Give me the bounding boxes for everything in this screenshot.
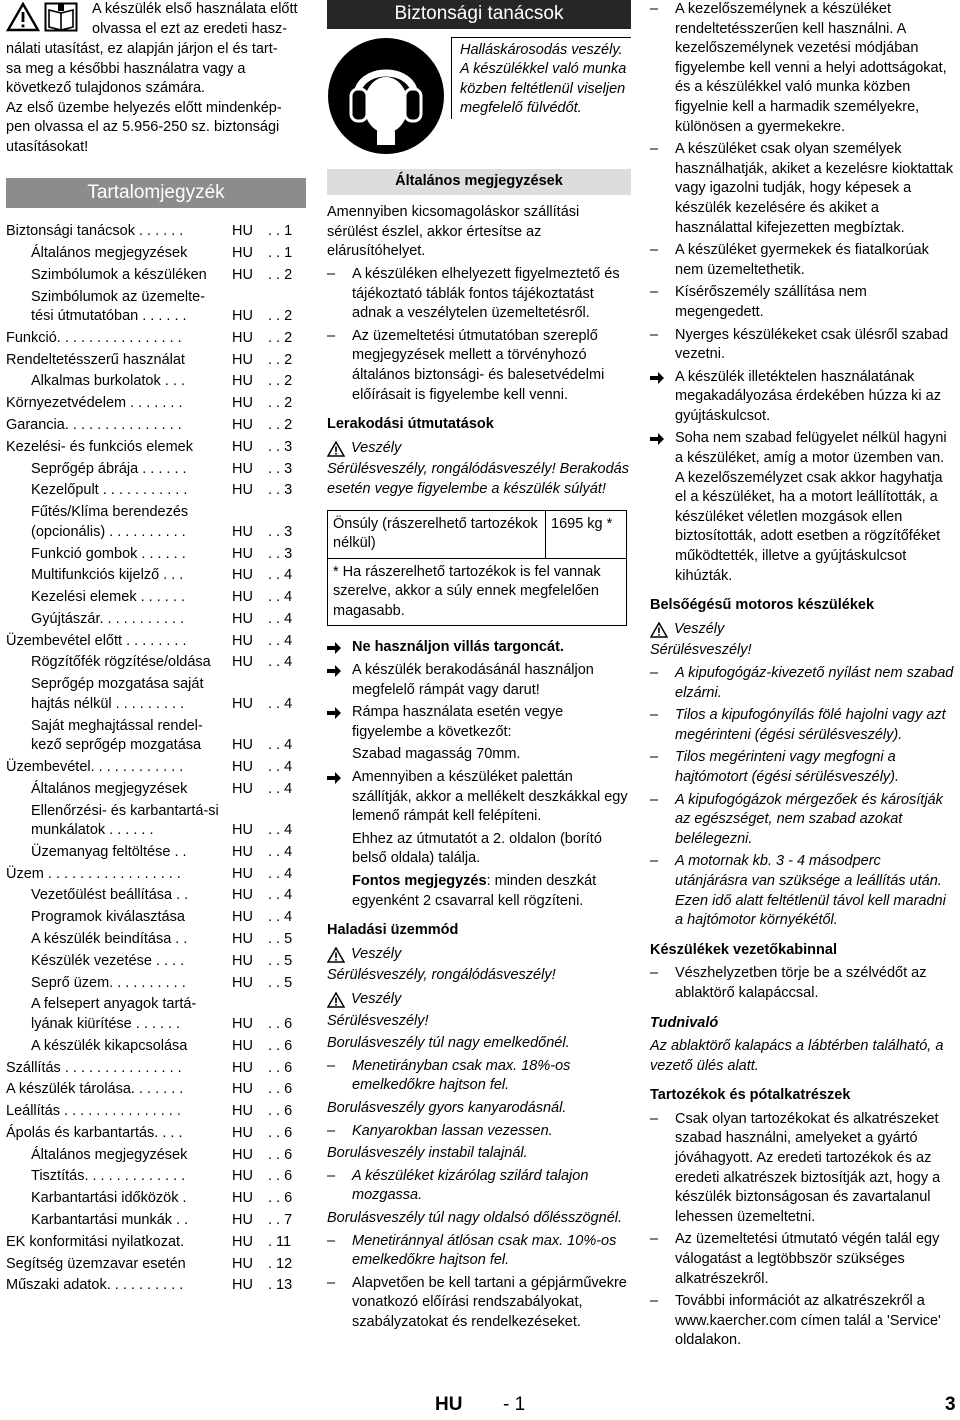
- toc-page: . . 6: [268, 1059, 293, 1076]
- toc-page: . . 1: [268, 244, 293, 261]
- toc-row: [6, 1080, 306, 1100]
- weight-table: [327, 510, 627, 627]
- danger-text: Veszély: [674, 620, 725, 637]
- toc-title: Kezelési- és funkciós elemek: [6, 438, 193, 455]
- warning-triangle-icon: [6, 2, 40, 32]
- toc-lang: HU: [232, 1190, 253, 1207]
- arrow-text: Amennyiben a készüléket palettán szállítják, akkor a mellékelt deszkákkal egy lemenő rámpát kell felépíteni.: [352, 769, 628, 825]
- intro-text-top: [92, 0, 306, 39]
- toc-title: Funkció gombok . . . . . .: [31, 545, 186, 562]
- toc-title: Kezelőpult . . . . . . . . . . .: [31, 482, 188, 499]
- toc-page: . 13: [268, 1277, 293, 1294]
- toc-row: [6, 1167, 306, 1187]
- toc-title: Rendeltetésszerű használat: [6, 351, 185, 368]
- danger-label: [327, 945, 631, 965]
- toc-title: Programok kiválasztása: [31, 909, 185, 926]
- toc-page: . . 4: [268, 695, 293, 712]
- toc-row: [6, 843, 306, 863]
- toc-title: Szállítás . . . . . . . . . . . . . . .: [6, 1059, 182, 1076]
- dash-item: – A készüléket csak olyan személyek használhatják, akiket a kezelésre kioktattak vagy igazolni tudják, hogy képesek a készülék kezelésére és akiket a használattal kifejezetten megbíztak.: [650, 140, 954, 238]
- toc-lang: HU: [232, 1059, 253, 1076]
- toc-lang: HU: [232, 567, 253, 584]
- warning-text: Sérülésveszély, rongálódásveszély!: [327, 967, 556, 984]
- accessories-heading: Tartozékok és pótalkatrészek: [650, 1087, 851, 1104]
- dash-item: – A készüléket gyermekek és fiatalkorúak nem üzemeltethetik.: [650, 241, 954, 280]
- toc-lang: HU: [232, 822, 253, 839]
- toc-page: . . 3: [268, 460, 293, 477]
- toc-title: Kezelési elemek . . . . . .: [31, 589, 185, 606]
- toc-row: [6, 1255, 306, 1275]
- toc-row: [6, 1059, 306, 1079]
- dash-item: – A kipufogógázok mérgezőek és károsítják az egészséget, nem szabad azokat belélegezni.: [650, 791, 954, 850]
- toc-title: Szimbólumok a készüléken: [31, 266, 207, 283]
- safety-header: Biztonsági tanácsok: [327, 0, 631, 29]
- danger-triangle-icon: [327, 441, 345, 457]
- weight-value: 1695 kg *: [546, 510, 627, 558]
- toc-row: [6, 930, 306, 950]
- arrow-right-icon: [650, 433, 664, 445]
- toc-lang: HU: [232, 654, 253, 671]
- toc-page: . . 4: [268, 887, 293, 904]
- toc-title: Alkalmas burkolatok . . .: [31, 373, 185, 390]
- intro-section: [6, 0, 306, 40]
- danger-text: Veszély: [351, 945, 402, 962]
- toc-lang: HU: [232, 1233, 253, 1250]
- toc-page: . . 2: [268, 266, 293, 283]
- toc-title: Biztonsági tanácsok . . . . . .: [6, 223, 184, 240]
- toc-lang: HU: [232, 1168, 253, 1185]
- toc-lang: HU: [232, 1146, 253, 1163]
- column-2: [327, 0, 631, 1335]
- warning-text: Sérülésveszély!: [327, 1012, 429, 1029]
- note-text: Az ablaktörő kalapács a lábtérben található, a vezető ülés alatt.: [650, 1038, 944, 1074]
- toc-title: Tisztítás. . . . . . . . . . . . .: [31, 1168, 186, 1185]
- toc-lang: HU: [232, 632, 253, 649]
- toc-title: Multifunkciós kijelző . . .: [31, 567, 184, 584]
- toc-row: [6, 632, 306, 652]
- toc-page: . . 4: [268, 654, 293, 671]
- toc-title: Üzembevétel előtt . . . . . . . .: [6, 632, 187, 649]
- toc-title: EK konformitási nyilatkozat.: [6, 1233, 185, 1250]
- toc-title: Ápolás és karbantartás. . . .: [6, 1124, 183, 1141]
- toc-lang: HU: [232, 329, 253, 346]
- toc-page: . . 4: [268, 909, 293, 926]
- intro-icons: [6, 2, 78, 32]
- toc-title: Műszaki adatok. . . . . . . . . .: [6, 1277, 184, 1294]
- toc-row: [6, 416, 306, 436]
- toc-row: [6, 995, 306, 1034]
- intro-text-rest: [6, 40, 306, 158]
- toc-header: Tartalomjegyzék: [6, 178, 306, 209]
- weight-label: Önsúly (rászerelhető tartozékok nélkül): [328, 510, 546, 558]
- toc-title: Üzem . . . . . . . . . . . . . . . . .: [6, 865, 181, 882]
- toc-row: [6, 481, 306, 501]
- toc-lang: HU: [232, 460, 253, 477]
- arrow-right-icon: [327, 665, 341, 677]
- footer-page-number: 3: [945, 1394, 956, 1415]
- toc-title: A készülék beindítása . .: [31, 931, 188, 947]
- toc-row: [6, 566, 306, 586]
- toc-page: . . 6: [268, 1190, 293, 1207]
- arrow-right-icon: [327, 772, 341, 784]
- arrow-item: [327, 661, 631, 700]
- toc-lang: HU: [232, 244, 253, 261]
- toc-lang: HU: [232, 417, 253, 433]
- hearing-warning-text: Halláskárosodás veszély. A készülékkel való munka közben feltétlenül viseljen megfelelő fülvédőt.: [451, 37, 631, 119]
- arrow-item: [650, 429, 954, 586]
- toc-row: [6, 610, 306, 630]
- toc-row: [6, 288, 306, 327]
- intro-line: Az első üzembe helyezés előtt mindenkép-: [6, 99, 282, 116]
- toc-lang: HU: [232, 266, 253, 283]
- danger-triangle-icon: [327, 992, 345, 1008]
- unloading-heading: Lerakodási útmutatások: [327, 416, 494, 433]
- toc-title: A készülék tárolása. . . . . . .: [6, 1081, 184, 1098]
- toc-title: Funkció. . . . . . . . . . . . . . . .: [6, 329, 182, 346]
- toc-lang: HU: [232, 695, 253, 712]
- dash-item: – Csak olyan tartozékokat és alkatrészeket szabad használni, amelyeket a gyártó jóváhagyott. Az eredeti tartozékok és az eredeti alkatrészek biztosítják azt, hogy a készülék biztonságosan és zavartalanul lehessen üzemeltetni.: [650, 1110, 954, 1228]
- toc-lang: HU: [232, 1015, 253, 1032]
- toc-page: . . 6: [268, 1037, 293, 1054]
- toc-page: . . 4: [268, 737, 293, 754]
- dash-item: – A motornak kb. 3 - 4 másodperc utánjárásra van szüksége a leállítás után. Ezen idő alatt feltétlenül távol kell maradni a hajtómotor környékétől.: [650, 852, 954, 930]
- toc-row: [6, 460, 306, 480]
- toc-page: . . 2: [268, 351, 293, 368]
- toc-row: [6, 886, 306, 906]
- arrow-right-icon: [327, 707, 341, 719]
- arrow-right-icon: [327, 642, 341, 654]
- toc-page: . . 3: [268, 482, 293, 499]
- toc-lang: HU: [232, 780, 253, 797]
- intro-line: sa meg a későbbi használatra vagy a: [6, 60, 246, 77]
- toc-page: . . 3: [268, 438, 293, 455]
- arrow-subtext: Ehhez az útmutatót a 2. oldalon (borító belső oldala) találja.: [352, 830, 602, 867]
- danger-text: Veszély: [351, 990, 402, 1007]
- warning-text: Borulásveszély instabil talajnál.: [327, 1145, 528, 1162]
- toc-row: [6, 266, 306, 286]
- toc-lang: HU: [232, 758, 253, 775]
- toc-lang: HU: [232, 482, 253, 499]
- danger-triangle-icon: [650, 622, 668, 638]
- toc-page: . . 4: [268, 758, 293, 775]
- toc-title: A készülék kikapcsolása: [31, 1037, 188, 1054]
- toc-title: Ellenőrzési- és karbantartá-si munkálatok . . . . . .: [31, 802, 219, 839]
- toc-title: Karbantartási munkák . .: [31, 1211, 189, 1228]
- toc-page: . . 4: [268, 865, 293, 882]
- danger-label: [650, 620, 954, 640]
- page-footer: [0, 1395, 960, 1419]
- toc-title: Szimbólumok az üzemelte-tési útmutatóban . . . . . .: [31, 288, 206, 325]
- toc-row: [6, 1124, 306, 1144]
- general-notes-header: Általános megjegyzések: [327, 169, 631, 196]
- toc-lang: HU: [232, 1277, 253, 1294]
- intro-line: utasításokat!: [6, 138, 89, 155]
- column-1: [6, 0, 306, 1298]
- toc-row: [6, 908, 306, 928]
- toc-page: . . 5: [268, 952, 293, 969]
- toc-row: [6, 351, 306, 371]
- toc-lang: HU: [232, 351, 253, 368]
- toc-row: [6, 1233, 306, 1253]
- toc-lang: HU: [232, 1037, 253, 1054]
- toc-page: . . 6: [268, 1015, 293, 1032]
- toc-page: . . 6: [268, 1146, 293, 1163]
- dash-item: – Az üzemeltetési útmutató végén talál egy válogatást a legtöbbször szükséges alkatrészekről.: [650, 1230, 954, 1289]
- toc-lang: HU: [232, 974, 253, 991]
- toc-page: . . 7: [268, 1211, 293, 1228]
- cab-heading: Készülékek vezetőkabinnal: [650, 941, 837, 958]
- arrow-item: [327, 768, 631, 827]
- toc-row: [6, 758, 306, 778]
- toc-title: Seprő üzem. . . . . . . . . .: [31, 974, 186, 991]
- toc-page: . 11: [268, 1233, 292, 1250]
- arrow-right-icon: [650, 372, 664, 384]
- toc-lang: HU: [232, 1124, 253, 1141]
- arrow-text: A készülék berakodásánál használjon megfelelő rámpát vagy darut!: [352, 662, 594, 698]
- toc-title: Saját meghajtással rendel-kező seprőgép mozgatása: [31, 717, 203, 754]
- intro-line: olvassa el ezt az eredeti hasz-: [92, 20, 288, 37]
- toc-page: . . 3: [268, 545, 293, 562]
- toc-lang: HU: [232, 1211, 253, 1228]
- column-3: [650, 0, 954, 1354]
- toc-title: Üzemanyag feltöltése . .: [31, 843, 187, 860]
- toc-page: . . 4: [268, 610, 293, 627]
- toc-row: [6, 222, 306, 242]
- dash-item: – A készüléket kizárólag szilárd talajon mozgassa.: [327, 1167, 631, 1206]
- toc-page: . . 6: [268, 1081, 293, 1098]
- toc-row: [6, 1102, 306, 1122]
- toc-page: . 12: [268, 1255, 293, 1272]
- toc-row: [6, 717, 306, 756]
- travel-heading: Haladási üzemmód: [327, 922, 459, 939]
- toc-page: . . 2: [268, 373, 293, 390]
- intro-line: nálati utasítást, ez alapján járjon el és tart-: [6, 41, 278, 57]
- dash-item: – További információt az alkatrészekről a www.kaercher.com címen talál a 'Service' oldalakon.: [650, 1292, 954, 1351]
- toc-title: Rögzítőfék rögzítése/oldása: [31, 654, 211, 671]
- toc-lang: HU: [232, 395, 253, 412]
- dash-item: – Tilos megérinteni vagy megfogni a hajtómotort (égési sérülésveszély).: [650, 748, 954, 787]
- toc-title: Fűtés/Klíma berendezés (opcionális) . . . . . . . . . .: [31, 504, 189, 540]
- toc-page: . . 2: [268, 417, 293, 433]
- toc-lang: HU: [232, 610, 253, 627]
- toc-page: . . 4: [268, 589, 293, 606]
- toc-page: . . 6: [268, 1168, 293, 1185]
- toc-title: Segítség üzemzavar esetén: [6, 1255, 186, 1272]
- toc-page: . . 4: [268, 822, 293, 839]
- arrow-text: Ne használjon villás targoncát.: [352, 639, 564, 656]
- arrow-text: Rámpa használata esetén vegye figyelembe a következőt:: [352, 704, 564, 740]
- toc-row: [6, 438, 306, 458]
- toc-lang: HU: [232, 1103, 253, 1120]
- weight-note: * Ha rászerelhető tartozékok is fel vannak szerelve, akkor a súly ennek megfelelően magasabb.: [328, 558, 627, 626]
- danger-text: Veszély: [351, 439, 402, 456]
- dash-item: – Nyerges készülékeket csak ülésről szabad vezetni.: [650, 326, 954, 365]
- warning-text: Sérülésveszély, rongálódásveszély! Berakodás esetén vegye figyelembe a készülék súlyát!: [327, 461, 629, 497]
- dash-item: – Kísérőszemély szállítása nem megengedett.: [650, 283, 954, 322]
- toc-page: . . 4: [268, 567, 293, 584]
- toc-lang: HU: [232, 909, 253, 926]
- toc-lang: HU: [232, 523, 253, 540]
- footer-lang: HU: [435, 1394, 463, 1415]
- toc-row: [6, 865, 306, 885]
- toc-lang: HU: [232, 373, 253, 390]
- engine-heading: Belsőégésű motoros készülékek: [650, 597, 875, 614]
- toc-row: [6, 1189, 306, 1209]
- toc-lang: HU: [232, 438, 253, 455]
- toc-page: . . 3: [268, 523, 293, 540]
- arrow-subtext: Szabad magasság 70mm.: [352, 746, 521, 763]
- toc-title: A felsepert anyagok tartá-lyának kiürítése . . . . . .: [31, 996, 197, 1032]
- danger-triangle-icon: [327, 947, 345, 963]
- toc-title: Üzembevétel. . . . . . . . . . . .: [6, 758, 184, 775]
- toc-row: [6, 244, 306, 264]
- arrow-subtext: [327, 872, 631, 911]
- toc-lang: HU: [232, 1255, 253, 1272]
- arrow-item: [650, 368, 954, 427]
- toc-lang: HU: [232, 843, 253, 860]
- toc-row: [6, 974, 306, 994]
- toc-lang: HU: [232, 737, 253, 754]
- toc-lang: HU: [232, 1081, 253, 1098]
- dash-item: – Alapvetően be kell tartani a gépjárművekre vonatkozó előírási rendszabályokat, szabályzatokat és rendelkezéseket.: [327, 1274, 631, 1333]
- arrow-text: A készülék illetéktelen használatának megakadályozása érdekében húzza ki az gyújtáskulcsot.: [675, 368, 941, 424]
- toc-row: [6, 545, 306, 565]
- toc-title: Seprőgép mozgatása saját hajtás nélkül . . . . . . . . .: [31, 676, 204, 712]
- toc-title: Általános megjegyzések: [31, 244, 188, 261]
- toc-title: Garancia. . . . . . . . . . . . . . .: [6, 417, 182, 433]
- toc-lang: HU: [232, 545, 253, 562]
- toc-page: . . 6: [268, 1124, 293, 1141]
- dash-item: – A kezelőszemélynek a készüléket rendeltetésszerűen kell használni. A kezelőszemélynek vezetési módjában figyelembe kell venni a helyi adottságokat, és a készülékkel való munka közben figyelnie kell a harmadik személyekre, különösen a gyermekekre.: [650, 0, 954, 137]
- dash-item: – Menetirányban csak max. 18%-os emelkedőkre hajtson fel.: [327, 1057, 631, 1096]
- dash-item: – A kipufogógáz-kivezető nyílást nem szabad elzárni.: [650, 664, 954, 703]
- toc-row: [6, 653, 306, 673]
- toc-title: Vezetőülést beállítása . .: [31, 887, 189, 904]
- toc-row: [6, 1211, 306, 1231]
- toc-title: Általános megjegyzések: [31, 780, 188, 797]
- dash-item: – A készüléken elhelyezett figyelmeztető és tájékoztató táblák fontos tájékoztatást adnak a veszélytelen üzemeltetésről.: [327, 265, 631, 324]
- toc-list: [6, 222, 306, 1296]
- toc-page: . . 4: [268, 780, 293, 797]
- note-heading: Tudnivaló: [650, 1014, 719, 1031]
- toc-title: Készülék vezetése . . . .: [31, 952, 185, 969]
- toc-row: [6, 394, 306, 414]
- warning-text: Borulásveszély gyors kanyarodásnál.: [327, 1099, 567, 1116]
- arrow-item: [327, 703, 631, 742]
- dash-item: – Az üzemeltetési útmutatóban szereplő megjegyzések mellett a törvényhozó általános biztonsági- és balesetvédelmi előírásait is figyelembe kell venni.: [327, 327, 631, 405]
- read-manual-icon: [44, 2, 78, 32]
- toc-title: Seprőgép ábrája . . . . . .: [31, 460, 187, 477]
- toc-lang: HU: [232, 887, 253, 904]
- dash-item: – Tilos a kipufogónyílás fölé hajolni vagy azt megérinteni (égési sérülésveszély).: [650, 706, 954, 745]
- dash-item: – Kanyarokban lassan vezessen.: [327, 1122, 631, 1142]
- arrow-text: Soha nem szabad felügyelet nélkül hagyni a készüléket, amíg a motor üzemben van. A kezelőszemélyzet csak akkor hagyhatja el a készüléket, ha a motort leállították, a készüléket véletlen mozgások ellen biztosították, adott esetben a rögzítőféket működtették, illetve a gyújtáskulcsot kihúzták.: [675, 430, 947, 584]
- intro-line: következő tulajdonos számára.: [6, 80, 206, 97]
- toc-row: [6, 329, 306, 349]
- toc-lang: HU: [232, 931, 253, 947]
- toc-page: . . 2: [268, 308, 293, 325]
- toc-page: . . 2: [268, 329, 293, 346]
- toc-row: [6, 952, 306, 972]
- toc-lang: HU: [232, 865, 253, 882]
- ear-protection-icon: [327, 37, 445, 155]
- arrow-item: [327, 638, 631, 658]
- toc-page: . . 5: [268, 931, 293, 947]
- toc-row: [6, 503, 306, 542]
- toc-lang: HU: [232, 223, 253, 240]
- intro-line: A készülék első használata előtt: [92, 1, 298, 17]
- toc-page: . . 5: [268, 974, 293, 991]
- toc-lang: HU: [232, 952, 253, 969]
- toc-row: [6, 1276, 306, 1296]
- important-label: Fontos megjegyzés: [352, 873, 487, 889]
- warning-text: Sérülésveszély!: [650, 642, 752, 659]
- toc-title: Karbantartási időközök .: [31, 1190, 187, 1207]
- toc-row: [6, 372, 306, 392]
- toc-page: . . 2: [268, 395, 293, 412]
- toc-row: [6, 780, 306, 800]
- dash-item: – Vészhelyzetben törje be a szélvédőt az ablaktörő kalapáccsal.: [650, 964, 954, 1003]
- toc-page: . . 1: [268, 223, 293, 240]
- toc-lang: HU: [232, 308, 253, 325]
- toc-title: Leállítás . . . . . . . . . . . . . . .: [6, 1103, 181, 1120]
- toc-page: . . 4: [268, 843, 293, 860]
- toc-page: . . 4: [268, 632, 293, 649]
- toc-row: [6, 588, 306, 608]
- dash-item: – Menetiránnyal átlósan csak max. 10%-os emelkedőkre hajtson fel.: [327, 1232, 631, 1271]
- danger-label: [327, 439, 631, 459]
- footer-page: - 1: [503, 1394, 526, 1415]
- toc-lang: HU: [232, 589, 253, 606]
- toc-title: Általános megjegyzések: [31, 1146, 188, 1163]
- toc-row: [6, 1037, 306, 1057]
- toc-row: [6, 1146, 306, 1166]
- toc-title: Környezetvédelem . . . . . . .: [6, 395, 183, 412]
- toc-page: . . 6: [268, 1103, 293, 1120]
- important-text: : minden deszkát egyenként 2 csavarral kell rögzíteni.: [352, 873, 597, 909]
- toc-row: [6, 675, 306, 714]
- hearing-hazard-box: [327, 37, 631, 155]
- toc-row: [6, 802, 306, 841]
- warning-text: Borulásveszély túl nagy emelkedőnél.: [327, 1035, 570, 1052]
- toc-title: Gyújtászár. . . . . . . . . . .: [31, 610, 185, 627]
- paragraph: Amennyiben kicsomagoláskor szállítási sérülést észlel, akkor értesítse az elárusítóhelyet.: [327, 204, 580, 260]
- danger-label: [327, 990, 631, 1010]
- intro-line: pen olvassa el az 5.956-250 sz. biztonsági: [6, 119, 280, 136]
- warning-text: Borulásveszély túl nagy oldalsó dőlésszögnél.: [327, 1209, 623, 1226]
